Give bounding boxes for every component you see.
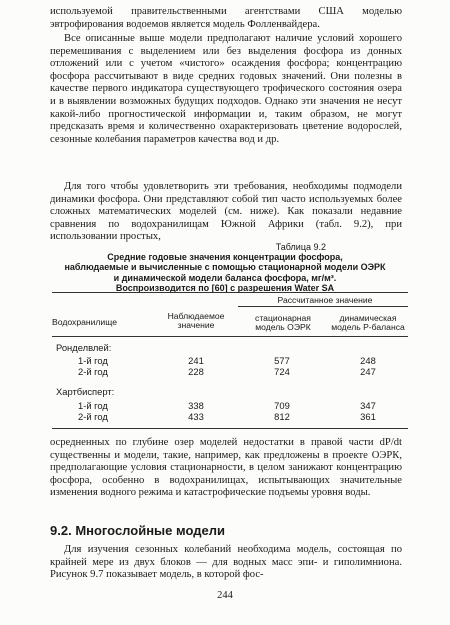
table-row-year: 2-й год [78, 411, 108, 422]
table-title-line-2: наблюдаемые и вычисленные с помощью стационарной модели ОЭРК [64, 262, 386, 273]
table-cell-oerk: 709 [274, 400, 290, 411]
header-reservoir: Водохранилище [52, 317, 117, 327]
page-number: 244 [217, 590, 233, 601]
table-cell-balance: 248 [360, 355, 376, 366]
table-group-name: Ронделвлей: [56, 342, 112, 353]
table-cell-observed: 228 [188, 366, 204, 377]
paragraph-3: осредненных по глубине озер моделей недостатки в правой части dP/dt существенны и модели, такие, например, как предложены в проекте ОЭРК, предполагающие условия стационарности, в целом занижают концентрацию фосфора, особенно в водохранилищах, испытывающих значительные изменения водного режима и катастрофические подъемы уровня воды. [50, 437, 402, 499]
table-row-year: 1-й год [78, 400, 108, 411]
header-oerk: стационарная модель ОЭРК [255, 313, 311, 333]
table-label: Таблица 9.2 [275, 242, 326, 252]
table-caption [40, 242, 410, 293]
table-cell-observed: 241 [188, 355, 204, 366]
table-cell-balance: 247 [360, 366, 376, 377]
table-row-year: 2-й год [78, 366, 108, 377]
table-title-line-3: и динамической модели баланса фосфора, мг/м³. [113, 272, 337, 283]
section-title: Многослойные модели [75, 523, 225, 538]
paragraph-1: Все описанные выше модели предполагают наличие условий хорошего перемешивания с выделением или без выделения фосфора из донных отложений или с учетом «чистого» осаждения фосфора; концентрацию фосфора рассчитывают в виде средних годовых значений. Они полезны в качестве первого индикатора существующего трофического состояния озера и в выявлении возможных будущих подходов. Однако эти значения не несут какой-либо прогностической информации и, таким образом, не могут предсказать время и количественно охарактеризовать цветение водорослей, сезонные колебания параметров качества вод и др. [50, 33, 402, 145]
table-cell-balance: 361 [360, 411, 376, 422]
table-cell-oerk: 724 [274, 366, 290, 377]
table-bottom-rule [52, 428, 408, 429]
table-subheader-rule [238, 306, 408, 307]
table-row-year: 1-й год [78, 355, 108, 366]
table-cell-balance: 347 [360, 400, 376, 411]
table-title-line-1: Средние годовые значения концентрации фосфора, [107, 252, 343, 263]
table-cell-oerk: 577 [274, 355, 290, 366]
table-cell-observed: 433 [188, 411, 204, 422]
section-number: 9.2. [50, 523, 72, 538]
paragraph-2: Для того чтобы удовлетворить эти требования, необходимы подмодели динамики фосфора. Они представляют собой тип часто используемых более сложных математических моделей (см. ниже). Как показали недавние сравнения по водохранилищам Южной Африки (табл. 9.2), при использовании простых, [50, 181, 402, 243]
table-top-rule [52, 292, 408, 293]
paragraph-continued: используемой правительственными агентствами США моделью эвтрофирования водоемов является модель Фолленвайдера. [50, 6, 402, 30]
table-title-line-4: Воспроизводится по [60] с разрешения Water SA [115, 282, 335, 293]
header-balance: динамическая модель P-баланса [331, 313, 405, 333]
table-cell-oerk: 812 [274, 411, 290, 422]
header-calculated: Рассчитанное значение [277, 295, 373, 305]
section-heading [50, 523, 225, 538]
header-observed: Наблюдаемое значение [167, 311, 225, 331]
table-header-rule [52, 336, 408, 337]
table-group-name: Хартбисперт: [56, 386, 115, 397]
table-cell-observed: 338 [188, 400, 204, 411]
paragraph-4: Для изучения сезонных колебаний необходима модель, состоящая по крайней мере из двух блоков — для водных масс эпи- и гиполимниона. Рисунок 9.7 показывает модель, в которой фос- [50, 544, 402, 581]
